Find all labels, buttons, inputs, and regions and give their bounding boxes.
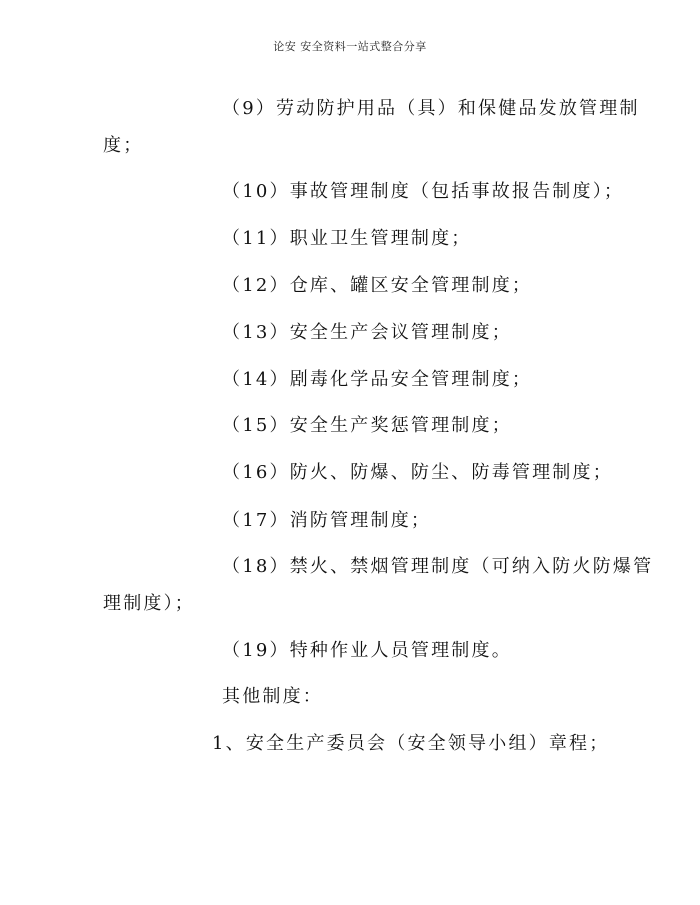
item-19: （19）特种作业人员管理制度。: [222, 640, 512, 661]
item-15: （15）安全生产奖惩管理制度；: [222, 415, 512, 436]
other-heading: 其他制度：: [222, 686, 323, 707]
item-11: （11）职业卫生管理制度；: [222, 228, 472, 249]
item-18-line-1: （18）禁火、禁烟管理制度（可纳入防火防爆管: [222, 556, 654, 577]
item-9-line-2: 度；: [103, 135, 144, 156]
other-item-1: 1、安全生产委员会（安全领导小组）章程；: [212, 733, 610, 754]
item-17: （17）消防管理制度；: [222, 510, 432, 531]
item-16: （16）防火、防爆、防尘、防毒管理制度；: [222, 462, 613, 483]
item-18-line-2: 理制度）；: [103, 593, 195, 614]
item-12: （12）仓库、罐区安全管理制度；: [222, 275, 533, 296]
page-header: 论安 安全资料一站式整合分享: [273, 40, 427, 53]
item-13: （13）安全生产会议管理制度；: [222, 322, 512, 343]
item-9-line-1: （9）劳动防护用品（具）和保健品发放管理制: [222, 98, 640, 119]
item-14: （14）剧毒化学品安全管理制度；: [222, 369, 533, 390]
item-10: （10）事故管理制度（包括事故报告制度）；: [222, 181, 625, 202]
